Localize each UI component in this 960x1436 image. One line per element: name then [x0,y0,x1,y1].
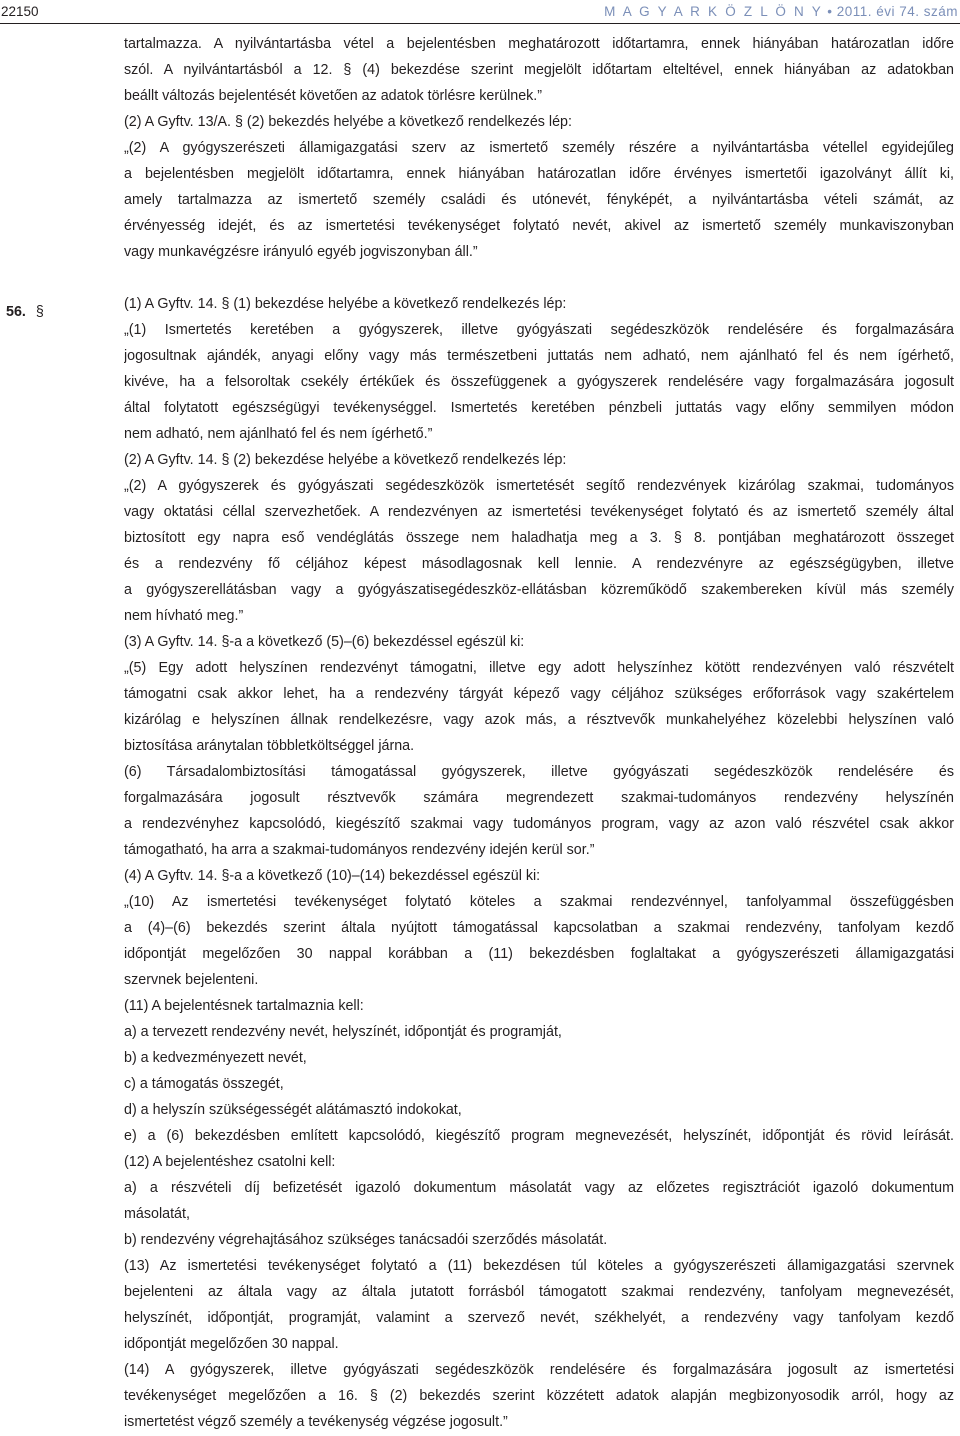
text-line: b) a kedvezményezett nevét, [124,1050,307,1066]
text-line: c) a támogatás összegét, [124,1076,284,1092]
text-line: támogatni csak akkor lehet, ha a rendezvény tárgyát képező vagy céljához szükséges erőforrások vagy szakértelem [124,686,954,702]
text-line: jogosultnak ajándék, anyagi előny vagy más természetbeni juttatás nem adható, nem ajánlható fel és nem ígérhető, [124,348,954,364]
journal-title: M A G Y A R K Ö Z L Ö N Y [604,4,823,19]
text-line: helyszínét, időpontját, programját, valamint a szervező nevét, székhelyét, a rendezvény vagy tanfolyam kezdő [124,1310,954,1326]
text-line: bejelenteni az általa vagy az általa jutatott forrásból támogatott szakmai rendezvény, tanfolyam megnevezését, [124,1284,954,1300]
text-line: „(10) Az ismertetési tevékenységet folytató köteles a szakmai rendezvénnyel, tanfolyammal összefüggésben [124,894,954,910]
text-line: biztosítása aránytalan többletköltséggel járna. [124,738,415,754]
text-line: amely tartalmazza az ismertető személy családi és utónevét, fényképét, a nyilvántartásba vételi számát, az [124,192,954,208]
text-line: vagy munkavégzésre irányuló egyéb jogviszonyban áll.” [124,244,478,260]
text-line: „(2) A gyógyszerészeti államigazgatási szerv az ismertető személy részére a nyilvántartásba vétellel egyidejűleg [124,140,954,156]
text-line: (13) Az ismertetési tevékenységet folytató a (11) bekezdésen túl köteles a gyógyszerészeti államigazgatási szervnek [124,1258,954,1274]
issue-label: 2011. évi 74. szám [836,4,958,19]
section-number: 56. [6,304,26,320]
header-rule [0,23,960,24]
text-line: forgalmazására jogosult résztvevők számára megrendezett szakmai-tudományos rendezvény helyszínén [124,790,954,806]
text-line: időpontját megelőzően 30 nappal. [124,1336,339,1352]
text-line: (4) A Gyftv. 14. §-a a következő (10)–(14) bekezdéssel egészül ki: [124,868,541,884]
text-line: biztosított egy napra eső vendéglátás összege nem haladhatja meg a 3. § 8. pontjában meghatározott összeget [124,530,954,546]
text-line: kizárólag e helyszínen állnak rendelkezésre, vagy azok más, a résztvevők munkahelyéhez közelebbi helyszínen való [124,712,954,728]
text-line: a rendezvényhez kapcsolódó, kiegészítő szakmai vagy tudományos program, vagy az azon való részvétel csak akkor [124,816,954,832]
page-number: 22150 [1,4,39,19]
text-line: (14) A gyógyszerek, illetve gyógyászati segédeszközök rendelésére és forgalmazására jogosult az ismertetési [124,1362,954,1378]
text-line: nem hívható meg.” [124,608,244,624]
bullet-separator: • [827,4,833,19]
text-line: (1) A Gyftv. 14. § (1) bekezdése helyébe a következő rendelkezés lép: [124,296,567,312]
text-line: kivéve, ha a felsoroltak csekély értékűek és összefüggenek a gyógyszerek rendelésére vagy forgalmazására jogosult [124,374,954,390]
text-line: érvényesség idejét, és az ismertetési tevékenységet folytató nevét, akivel az ismertető személy munkaviszonyban [124,218,954,234]
text-line: nem adható, nem ajánlható fel és nem ígérhető.” [124,426,433,442]
text-line: (6) Társadalombiztosítási támogatással gyógyszerek, illetve gyógyászati segédeszközök rendelésére és [124,764,954,780]
text-line: „(1) Ismertetés keretében a gyógyszerek, illetve gyógyászati segédeszközök rendelésére és forgalmazására [124,322,954,338]
text-line: által folytatott egészségügyi tevékenységgel. Ismertetés keretében pénzbeli juttatás vagy előny semmilyen módon [124,400,954,416]
section-56-marker [6,299,44,325]
text-line: szervnek bejelenteni. [124,972,259,988]
text-line: d) a helyszín szükségességét alátámasztó indokokat, [124,1102,462,1118]
text-line: másolatát, [124,1206,190,1222]
text-line: „(5) Egy adott helyszínen rendezvényt támogatni, illetve egy adott helyszínhez kötött rendezvényen való részvételt [124,660,954,676]
text-line: „(2) A gyógyszerek és gyógyászati segédeszközök ismertetését segítő rendezvények kizárólag szakmai, tudományos [124,478,954,494]
text-line: ismertetést végző személy a tevékenység végzése jogosult.” [124,1414,508,1430]
text-line: b) rendezvény végrehajtásához szükséges tanácsadói szerződés másolatát. [124,1232,608,1248]
text-line: a) a részvételi díj befizetését igazoló dokumentum másolatát vagy az előzetes regisztrációt igazoló dokumentum [124,1180,954,1196]
text-line: és a rendezvény fő céljához képest másodlagosnak kell lennie. A rendezvényre az egészségügyben, illetve [124,556,954,572]
text-line: támogatható, ha arra a szakmai-tudományos rendezvény idején kerül sor.” [124,842,595,858]
text-line: a (4)–(6) bekezdés szerint általa nyújtott támogatással kapcsolatban a szakmai rendezvény, tanfolyam kezdő [124,920,954,936]
text-line: (3) A Gyftv. 14. §-a a következő (5)–(6) bekezdéssel egészül ki: [124,634,525,650]
text-line: szól. A nyilvántartásból a 12. § (4) bekezdése szerint megjelölt időtartam elteltével, ennek hiányában az adatokban [124,62,954,78]
section-sign: § [35,304,44,320]
text-line: a) a tervezett rendezvény nevét, helyszínét, időpontját és programját, [124,1024,562,1040]
text-line: (2) A Gyftv. 14. § (2) bekezdése helyébe a következő rendelkezés lép: [124,452,567,468]
text-line: (12) A bejelentéshez csatolni kell: [124,1154,336,1170]
text-line: időpontját megelőzően 30 nappal korábban a (11) bekezdésben foglaltakat a gyógyszerészeti államigazgatási [124,946,954,962]
text-line: a bejelentésben megjelölt időtartamra, ennek hiányában határozatlan időre érvényes ismertetői igazolványt állít ki, [124,166,954,182]
text-line: (2) A Gyftv. 13/A. § (2) bekezdés helyébe a következő rendelkezés lép: [124,114,572,130]
text-line: vagy oktatási céllal szervezhetőek. A rendezvényen az ismertetési tevékenységet folytató és az ismertető személy által [124,504,954,520]
text-line: e) a (6) bekezdésben említett kapcsolódó, kiegészítő program megnevezését, helyszínét, időpontját és rövid leírását. [124,1128,954,1144]
text-line: tevékenységet megelőzően a 16. § (2) bekezdés szerint közzétett adatok alapján megbizonyosodik arról, hogy az [124,1388,954,1404]
text-line: (11) A bejelentésnek tartalmaznia kell: [124,998,364,1014]
text-line: beállt változás bejelentését követően az adatok törlésre kerülnek.” [124,88,543,104]
text-line: tartalmazza. A nyilvántartásba vétel a bejelentésben meghatározott időtartamra, ennek hiányában határozatlan időre [124,36,954,52]
text-line: a gyógyszerellátásban vagy a gyógyászatisegédeszköz-ellátásban közreműködő szakembereken kívül más személy [124,582,954,598]
running-head [604,4,958,19]
